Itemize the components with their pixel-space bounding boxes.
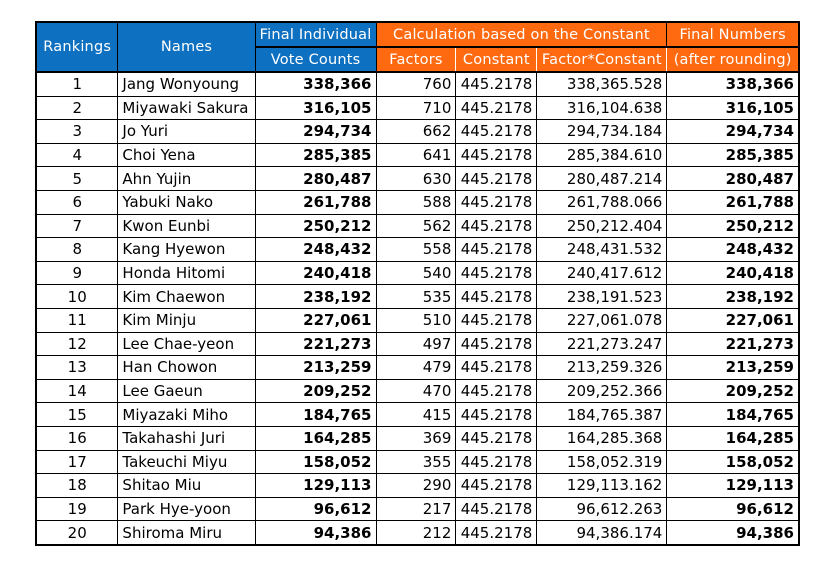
cell-factor: 217 xyxy=(376,497,456,521)
cell-constant: 445.2178 xyxy=(456,143,537,167)
cell-rank: 9 xyxy=(36,261,118,285)
cell-final-number: 280,487 xyxy=(667,167,799,191)
cell-rank: 6 xyxy=(36,190,118,214)
cell-constant: 445.2178 xyxy=(456,497,537,521)
cell-factor-constant: 238,191.523 xyxy=(537,285,667,309)
cell-name: Takeuchi Miyu xyxy=(118,450,255,474)
header-final-numbers-line2: (after rounding) xyxy=(667,47,799,72)
cell-final-number: 261,788 xyxy=(667,190,799,214)
table-row xyxy=(36,190,799,214)
cell-constant: 445.2178 xyxy=(456,238,537,262)
cell-constant: 445.2178 xyxy=(456,379,537,403)
cell-final-number: 184,765 xyxy=(667,403,799,427)
header-names: Names xyxy=(118,22,255,72)
table-row xyxy=(36,285,799,309)
cell-factor: 535 xyxy=(376,285,456,309)
cell-final-number: 316,105 xyxy=(667,96,799,120)
cell-constant: 445.2178 xyxy=(456,521,537,545)
table-row xyxy=(36,96,799,120)
cell-rank: 11 xyxy=(36,308,118,332)
table-row xyxy=(36,379,799,403)
header-final-numbers-line1: Final Numbers xyxy=(667,22,799,47)
cell-vote-count: 213,259 xyxy=(255,356,376,380)
cell-name: Ahn Yujin xyxy=(118,167,255,191)
cell-factor: 415 xyxy=(376,403,456,427)
cell-final-number: 129,113 xyxy=(667,474,799,498)
cell-vote-count: 250,212 xyxy=(255,214,376,238)
cell-rank: 10 xyxy=(36,285,118,309)
table-row xyxy=(36,474,799,498)
cell-rank: 7 xyxy=(36,214,118,238)
cell-name: Shiroma Miru xyxy=(118,521,255,545)
cell-final-number: 238,192 xyxy=(667,285,799,309)
cell-factor: 510 xyxy=(376,308,456,332)
cell-name: Han Chowon xyxy=(118,356,255,380)
table-row xyxy=(36,356,799,380)
cell-name: Jang Wonyoung xyxy=(118,72,255,96)
cell-factor-constant: 164,285.368 xyxy=(537,426,667,450)
cell-factor-constant: 285,384.610 xyxy=(537,143,667,167)
cell-constant: 445.2178 xyxy=(456,167,537,191)
cell-final-number: 209,252 xyxy=(667,379,799,403)
cell-final-number: 294,734 xyxy=(667,120,799,144)
cell-name: Kim Minju xyxy=(118,308,255,332)
cell-final-number: 158,052 xyxy=(667,450,799,474)
table-row xyxy=(36,450,799,474)
header-calculation-group: Calculation based on the Constant xyxy=(376,22,667,47)
cell-constant: 445.2178 xyxy=(456,285,537,309)
cell-constant: 445.2178 xyxy=(456,426,537,450)
cell-name: Park Hye-yoon xyxy=(118,497,255,521)
cell-final-number: 213,259 xyxy=(667,356,799,380)
cell-name: Kang Hyewon xyxy=(118,238,255,262)
cell-name: Yabuki Nako xyxy=(118,190,255,214)
table-row xyxy=(36,238,799,262)
cell-final-number: 221,273 xyxy=(667,332,799,356)
cell-constant: 445.2178 xyxy=(456,214,537,238)
cell-vote-count: 248,432 xyxy=(255,238,376,262)
cell-rank: 3 xyxy=(36,120,118,144)
table-row xyxy=(36,143,799,167)
cell-factor-constant: 221,273.247 xyxy=(537,332,667,356)
header-final-individual-line2: Vote Counts xyxy=(255,47,376,72)
cell-factor: 355 xyxy=(376,450,456,474)
cell-rank: 4 xyxy=(36,143,118,167)
cell-name: Kwon Eunbi xyxy=(118,214,255,238)
cell-factor-constant: 129,113.162 xyxy=(537,474,667,498)
table-row xyxy=(36,403,799,427)
table-row xyxy=(36,167,799,191)
cell-factor-constant: 316,104.638 xyxy=(537,96,667,120)
cell-vote-count: 285,385 xyxy=(255,143,376,167)
cell-factor-constant: 184,765.387 xyxy=(537,403,667,427)
table-row xyxy=(36,426,799,450)
cell-rank: 14 xyxy=(36,379,118,403)
cell-factor: 562 xyxy=(376,214,456,238)
cell-factor-constant: 158,052.319 xyxy=(537,450,667,474)
cell-rank: 20 xyxy=(36,521,118,545)
cell-factor: 212 xyxy=(376,521,456,545)
header-constant: Constant xyxy=(456,47,537,72)
cell-name: Kim Chaewon xyxy=(118,285,255,309)
cell-vote-count: 294,734 xyxy=(255,120,376,144)
cell-constant: 445.2178 xyxy=(456,96,537,120)
table-row xyxy=(36,120,799,144)
table-row xyxy=(36,497,799,521)
cell-factor: 662 xyxy=(376,120,456,144)
cell-vote-count: 227,061 xyxy=(255,308,376,332)
cell-vote-count: 158,052 xyxy=(255,450,376,474)
cell-name: Honda Hitomi xyxy=(118,261,255,285)
header-final-individual-line1: Final Individual xyxy=(255,22,376,47)
cell-factor-constant: 94,386.174 xyxy=(537,521,667,545)
cell-final-number: 164,285 xyxy=(667,426,799,450)
cell-constant: 445.2178 xyxy=(456,403,537,427)
cell-final-number: 94,386 xyxy=(667,521,799,545)
table-row xyxy=(36,308,799,332)
cell-factor-constant: 96,612.263 xyxy=(537,497,667,521)
table-row xyxy=(36,332,799,356)
cell-constant: 445.2178 xyxy=(456,450,537,474)
cell-constant: 445.2178 xyxy=(456,474,537,498)
cell-name: Choi Yena xyxy=(118,143,255,167)
cell-rank: 19 xyxy=(36,497,118,521)
cell-vote-count: 338,366 xyxy=(255,72,376,96)
table-row xyxy=(36,521,799,545)
cell-name: Jo Yuri xyxy=(118,120,255,144)
cell-name: Lee Gaeun xyxy=(118,379,255,403)
cell-constant: 445.2178 xyxy=(456,332,537,356)
cell-rank: 16 xyxy=(36,426,118,450)
cell-factor: 760 xyxy=(376,72,456,96)
cell-vote-count: 316,105 xyxy=(255,96,376,120)
cell-constant: 445.2178 xyxy=(456,72,537,96)
table-row xyxy=(36,72,799,96)
header-factors: Factors xyxy=(376,47,456,72)
cell-rank: 8 xyxy=(36,238,118,262)
cell-name: Miyawaki Sakura xyxy=(118,96,255,120)
cell-factor-constant: 250,212.404 xyxy=(537,214,667,238)
cell-name: Lee Chae-yeon xyxy=(118,332,255,356)
cell-vote-count: 240,418 xyxy=(255,261,376,285)
cell-factor-constant: 248,431.532 xyxy=(537,238,667,262)
cell-factor: 710 xyxy=(376,96,456,120)
cell-factor-constant: 227,061.078 xyxy=(537,308,667,332)
cell-vote-count: 96,612 xyxy=(255,497,376,521)
cell-vote-count: 94,386 xyxy=(255,521,376,545)
cell-final-number: 338,366 xyxy=(667,72,799,96)
cell-name: Shitao Miu xyxy=(118,474,255,498)
cell-factor-constant: 280,487.214 xyxy=(537,167,667,191)
cell-rank: 1 xyxy=(36,72,118,96)
cell-vote-count: 261,788 xyxy=(255,190,376,214)
cell-rank: 17 xyxy=(36,450,118,474)
cell-vote-count: 280,487 xyxy=(255,167,376,191)
cell-factor-constant: 261,788.066 xyxy=(537,190,667,214)
cell-factor: 479 xyxy=(376,356,456,380)
table-row xyxy=(36,214,799,238)
cell-factor: 540 xyxy=(376,261,456,285)
cell-factor-constant: 294,734.184 xyxy=(537,120,667,144)
cell-final-number: 227,061 xyxy=(667,308,799,332)
cell-factor-constant: 240,417.612 xyxy=(537,261,667,285)
cell-factor: 558 xyxy=(376,238,456,262)
vote-calculation-table xyxy=(35,21,800,546)
cell-factor: 497 xyxy=(376,332,456,356)
cell-factor-constant: 338,365.528 xyxy=(537,72,667,96)
table-row xyxy=(36,261,799,285)
cell-factor: 641 xyxy=(376,143,456,167)
cell-vote-count: 238,192 xyxy=(255,285,376,309)
cell-factor: 369 xyxy=(376,426,456,450)
cell-constant: 445.2178 xyxy=(456,261,537,285)
cell-factor: 588 xyxy=(376,190,456,214)
cell-rank: 13 xyxy=(36,356,118,380)
cell-rank: 12 xyxy=(36,332,118,356)
cell-rank: 18 xyxy=(36,474,118,498)
cell-rank: 15 xyxy=(36,403,118,427)
cell-final-number: 96,612 xyxy=(667,497,799,521)
table-body xyxy=(36,72,799,545)
cell-factor-constant: 209,252.366 xyxy=(537,379,667,403)
cell-vote-count: 129,113 xyxy=(255,474,376,498)
cell-constant: 445.2178 xyxy=(456,120,537,144)
cell-name: Miyazaki Miho xyxy=(118,403,255,427)
cell-vote-count: 164,285 xyxy=(255,426,376,450)
cell-factor: 630 xyxy=(376,167,456,191)
cell-final-number: 250,212 xyxy=(667,214,799,238)
cell-factor-constant: 213,259.326 xyxy=(537,356,667,380)
cell-final-number: 285,385 xyxy=(667,143,799,167)
cell-vote-count: 221,273 xyxy=(255,332,376,356)
cell-vote-count: 209,252 xyxy=(255,379,376,403)
cell-factor: 290 xyxy=(376,474,456,498)
cell-factor: 470 xyxy=(376,379,456,403)
header-factor-constant: Factor*Constant xyxy=(537,47,667,72)
cell-final-number: 248,432 xyxy=(667,238,799,262)
cell-rank: 5 xyxy=(36,167,118,191)
cell-constant: 445.2178 xyxy=(456,308,537,332)
cell-final-number: 240,418 xyxy=(667,261,799,285)
cell-constant: 445.2178 xyxy=(456,356,537,380)
header-rankings: Rankings xyxy=(36,22,118,72)
cell-constant: 445.2178 xyxy=(456,190,537,214)
cell-name: Takahashi Juri xyxy=(118,426,255,450)
cell-rank: 2 xyxy=(36,96,118,120)
cell-vote-count: 184,765 xyxy=(255,403,376,427)
